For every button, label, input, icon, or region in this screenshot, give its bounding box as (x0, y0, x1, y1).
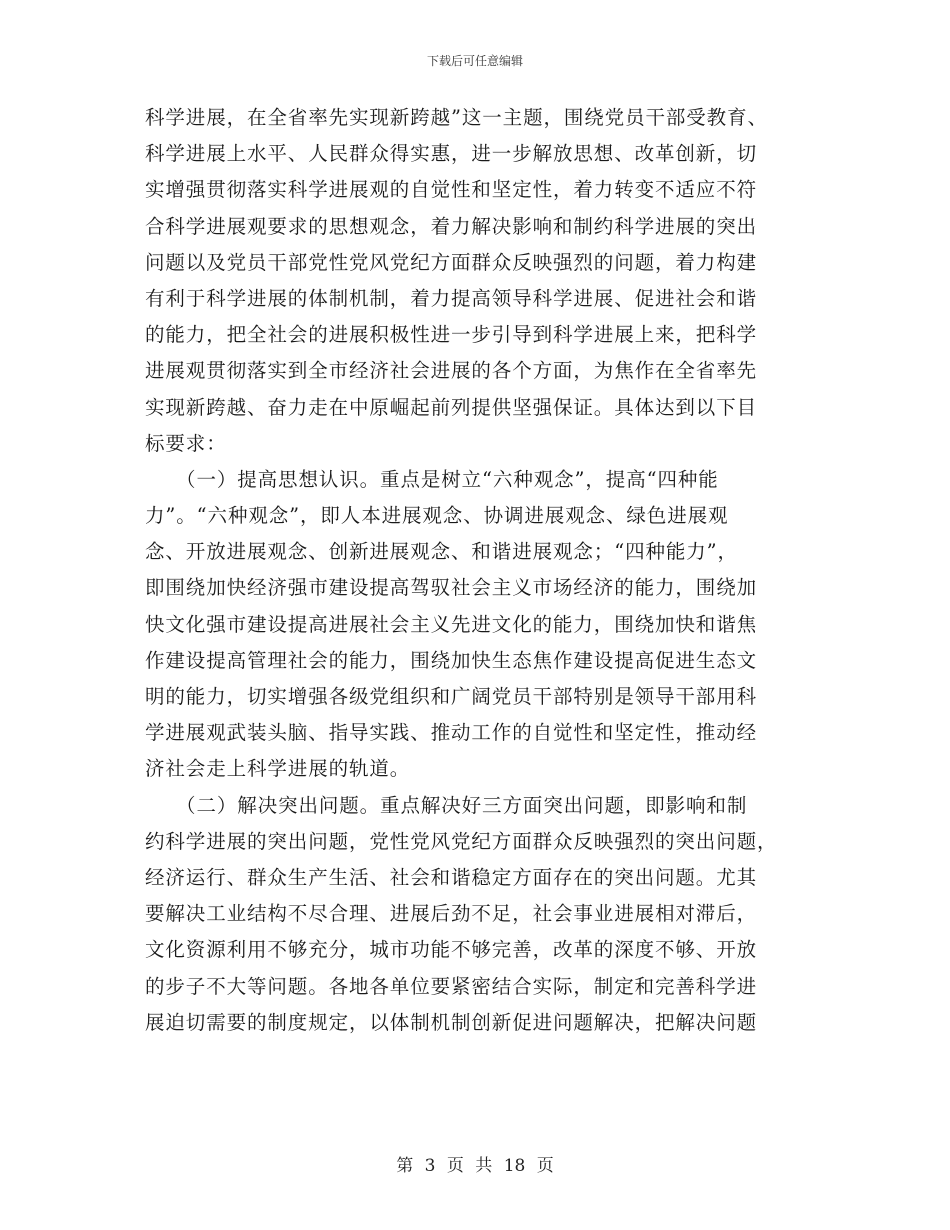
body-line: 文化资源利用不够充分，城市功能不够完善，改革的深度不够、开放 (145, 938, 758, 962)
page-number-footer: 第 3 页 共 18 页 (396, 1156, 554, 1176)
body-line: 经济运行、群众生产生活、社会和谐稳定方面存在的突出问题。尤其 (145, 865, 758, 889)
body-line: 明的能力，切实增强各级党组织和广阔党员干部特别是领导干部用科 (145, 685, 758, 708)
body-line: 即围绕加快经济强市建设提高驾驭社会主义市场经济的能力，围绕加 (145, 576, 758, 600)
document-body (145, 100, 805, 1041)
body-line: 标要求： (145, 431, 227, 455)
body-line: 的能力，把全社会的进展积极性进一步引导到科学进展上来，把科学 (145, 323, 758, 347)
body-line: 问题以及党员干部党性党风党纪方面群众反映强烈的问题，着力构建 (145, 250, 758, 274)
body-line: 约科学进展的突出问题，党性党风党纪方面群众反映强烈的突出问题， (145, 829, 778, 853)
body-line: （二）解决突出问题。重点解决好三方面突出问题，即影响和制 (145, 793, 748, 817)
body-line: 进展观贯彻落实到全市经济社会进展的各个方面，为焦作在全省率先 (145, 359, 758, 383)
body-line: （一）提高思想认识。重点是树立“六种观念”，提高“四种能 (145, 467, 719, 491)
body-line: 科学进展，在全省率先实现新跨越”这一主题，围绕党员干部受教育、 (145, 106, 768, 129)
page-header: 下载后可任意编辑 (426, 54, 523, 68)
body-line: 展迫切需要的制度规定，以体制机制创新促进问题解决，把解决问题 (145, 1010, 758, 1034)
body-line: 力”。“六种观念”，即人本进展观念、协调进展观念、绿色进展观 (145, 504, 729, 528)
body-line: 学进展观武装头脑、指导实践、推动工作的自觉性和坚定性，推动经 (145, 721, 758, 745)
body-line: 合科学进展观要求的思想观念，着力解决影响和制约科学进展的突出 (145, 214, 758, 238)
body-line: 作建设提高管理社会的能力，围绕加快生态焦作建设提高促进生态文 (145, 648, 758, 672)
body-line: 有利于科学进展的体制机制，着力提高领导科学进展、促进社会和谐 (145, 286, 758, 310)
body-line: 科学进展上水平、人民群众得实惠，进一步解放思想、改革创新，切 (145, 142, 758, 166)
body-line: 实现新跨越、奋力走在中原崛起前列提供坚强保证。具体达到以下目 (145, 395, 758, 419)
body-line: 实增强贯彻落实科学进展观的自觉性和坚定性，着力转变不适应不符 (145, 178, 758, 202)
body-line: 快文化强市建设提高进展社会主义先进文化的能力，围绕加快和谐焦 (145, 612, 758, 636)
body-line: 的步子不大等问题。各地各单位要紧密结合实际，制定和完善科学进 (145, 974, 758, 998)
body-line: 济社会走上科学进展的轨道。 (145, 757, 411, 781)
body-line: 要解决工业结构不尽合理、进展后劲不足，社会事业进展相对滞后， (145, 902, 758, 926)
body-line: 念、开放进展观念、创新进展观念、和谐进展观念；“四种能力”， (145, 540, 738, 564)
